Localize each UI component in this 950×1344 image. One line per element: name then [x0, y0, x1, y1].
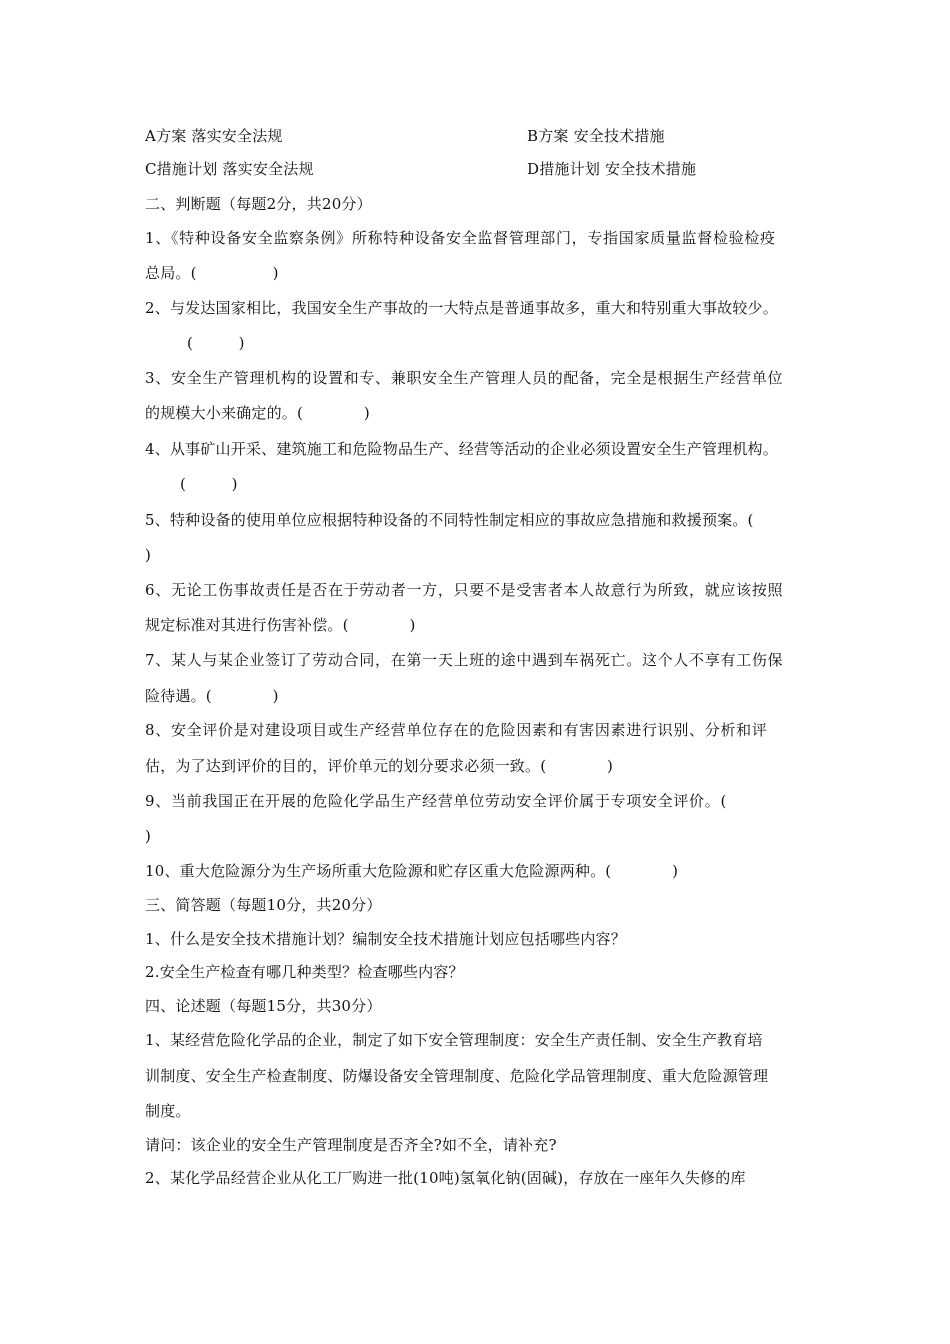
judge-q9-line1: 9、当前我国正在开展的危险化学品生产经营单位劳动安全评价属于专项安全评价。( — [145, 792, 727, 810]
section4-heading: 四、论述题（每题15分，共30分） — [145, 997, 382, 1015]
option-a: A方案 落实安全法规 — [145, 127, 283, 145]
essay-q1-line1: 1、某经营危险化学品的企业，制定了如下安全管理制度：安全生产责任制、安全生产教育培 — [145, 1031, 763, 1049]
options-row-cd — [145, 159, 697, 179]
judge-q2-line2: ( ) — [187, 334, 245, 352]
judge-q1-line1: 1、《特种设备安全监察条例》所称特种设备安全监督管理部门，专指国家质量监督检验检疫 — [145, 229, 776, 247]
judge-q7-line1: 7、某人与某企业签订了劳动合同，在第一天上班的途中遇到车祸死亡。这个人不享有工伤保 — [145, 651, 784, 669]
essay-q1-question: 请问：该企业的安全生产管理制度是否齐全?如不全，请补充? — [145, 1136, 557, 1154]
judge-q10: 10、重大危险源分为生产场所重大危险源和贮存区重大危险源两种。( ) — [145, 862, 679, 880]
judge-q5-line1: 5、特种设备的使用单位应根据特种设备的不同特性制定相应的事故应急措施和救援预案。( — [145, 511, 754, 529]
judge-q9-line2: ) — [145, 827, 152, 845]
judge-q7-line2: 险待遇。( ) — [145, 687, 279, 705]
judge-q8-line1: 8、安全评价是对建设项目或生产经营单位存在的危险因素和有害因素进行识别、分析和评 — [145, 721, 768, 739]
section3-heading: 三、简答题（每题10分，共20分） — [145, 896, 382, 914]
option-b: B方案 安全技术措施 — [527, 127, 665, 145]
judge-q3-line2: 的规模大小来确定的。( ) — [145, 404, 370, 422]
essay-q1-line2: 训制度、安全生产检查制度、防爆设备安全管理制度、危险化学品管理制度、重大危险源管理 — [145, 1067, 769, 1085]
judge-q6-line2: 规定标准对其进行伤害补偿。( ) — [145, 616, 416, 634]
options-row-ab — [145, 126, 665, 146]
short-answer-q2: 2.安全生产检查有哪几种类型？检查哪些内容？ — [145, 963, 464, 981]
judge-q5-line2: ) — [145, 546, 152, 564]
judge-q6-line1: 6、无论工伤事故责任是否在于劳动者一方，只要不是受害者本人故意行为所致，就应该按照 — [145, 581, 784, 599]
judge-q1-line2: 总局。( ) — [145, 264, 279, 282]
option-c: C措施计划 落实安全法规 — [145, 160, 314, 178]
essay-q2-line1: 2、某化学品经营企业从化工厂购进一批(10吨)氢氧化钠(固碱)，存放在一座年久失修的库 — [145, 1169, 746, 1187]
short-answer-q1: 1、什么是安全技术措施计划？编制安全技术措施计划应包括哪些内容？ — [145, 930, 626, 948]
essay-q1-line3: 制度。 — [145, 1102, 191, 1120]
judge-q2-line1: 2、与发达国家相比，我国安全生产事故的一大特点是普通事故多，重大和特别重大事故较少。 — [145, 299, 778, 317]
judge-q4-line2: ( ) — [180, 475, 238, 493]
judge-q8-line2: 估，为了达到评价的目的，评价单元的划分要求必须一致。( ) — [145, 757, 614, 775]
option-d: D措施计划 安全技术措施 — [527, 160, 697, 178]
judge-q3-line1: 3、安全生产管理机构的设置和专、兼职安全生产管理人员的配备，完全是根据生产经营单位 — [145, 369, 784, 387]
judge-q4-line1: 4、从事矿山开采、建筑施工和危险物品生产、经营等活动的企业必须设置安全生产管理机构。 — [145, 440, 778, 458]
section2-heading: 二、判断题（每题2分，共20分） — [145, 195, 372, 213]
